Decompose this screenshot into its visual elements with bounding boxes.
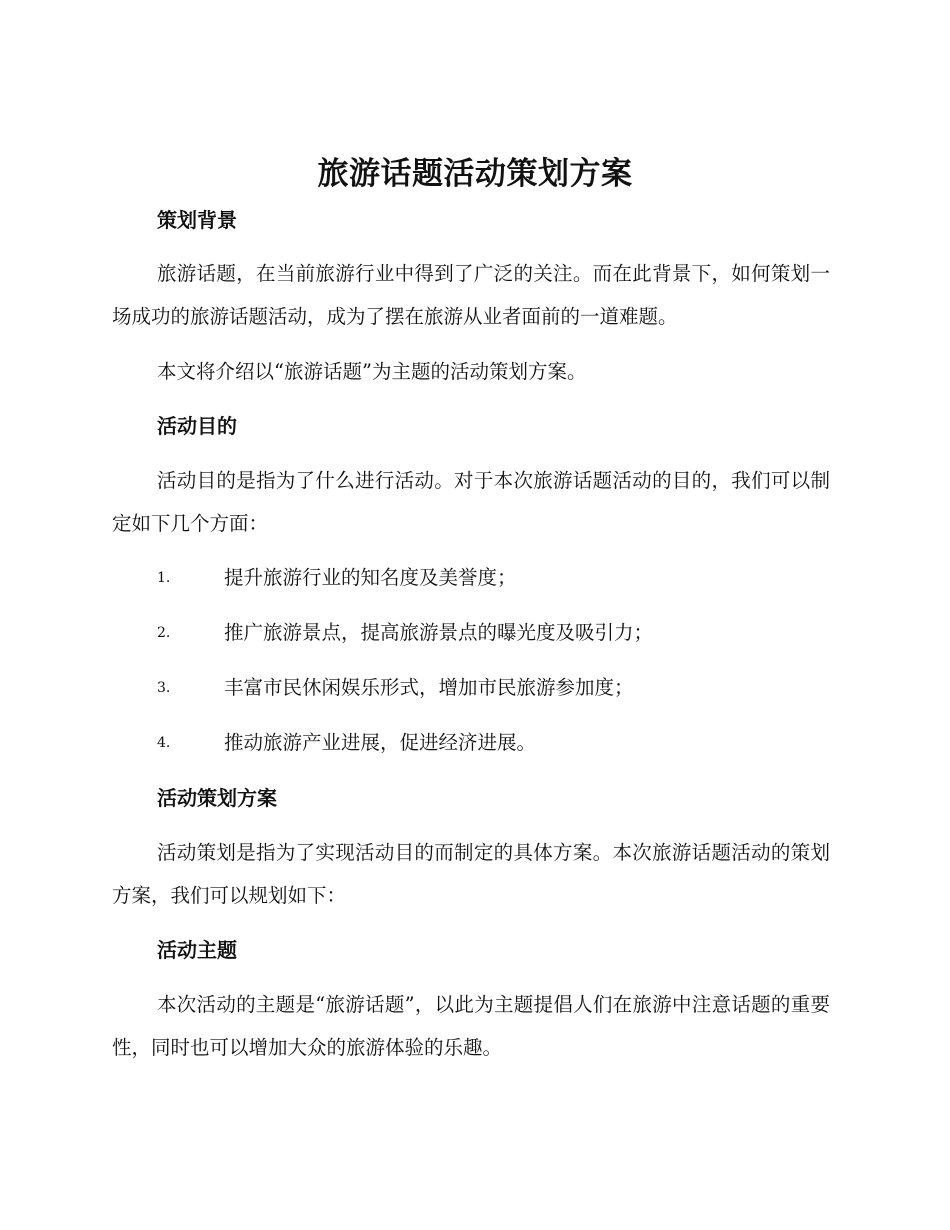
document-title: 旅游话题活动策划方案 — [317, 156, 633, 192]
section-heading-background: 策划背景 — [157, 208, 237, 232]
list-item-number: 4. — [157, 735, 171, 751]
section-heading-purpose: 活动目的 — [157, 414, 237, 438]
list-item-text: 推广旅游景点，提高旅游景点的曝光度及吸引力； — [224, 621, 654, 644]
paragraph-background-1: 旅游话题，在当前旅游行业中得到了广泛的关注。而在此背景下，如何策划一场成功的旅游话题活动，成为了摆在旅游从业者面前的一道难题。 — [112, 262, 830, 328]
paragraph-background-2: 本文将介绍以“旅游话题”为主题的活动策划方案。 — [157, 360, 587, 383]
paragraph-purpose: 活动目的是指为了什么进行活动。对于本次旅游话题活动的目的，我们可以制定如下几个方面： — [112, 469, 830, 535]
list-item-number: 2. — [157, 625, 171, 641]
list-item-text: 推动旅游产业进展，促进经济进展。 — [224, 731, 537, 754]
list-item-number: 1. — [157, 570, 171, 586]
paragraph-plan: 活动策划是指为了实现活动目的而制定的具体方案。本次旅游话题活动的策划方案，我们可以规划如下： — [112, 841, 830, 907]
list-item-text: 丰富市民休闲娱乐形式，增加市民旅游参加度； — [224, 676, 634, 699]
section-heading-theme: 活动主题 — [157, 938, 237, 962]
list-item-text: 提升旅游行业的知名度及美誉度； — [224, 566, 517, 589]
section-heading-plan: 活动策划方案 — [157, 786, 277, 810]
paragraph-theme: 本次活动的主题是“旅游话题”，以此为主题提倡人们在旅游中注意话题的重要性，同时也可以增加大众的旅游体验的乐趣。 — [112, 993, 830, 1059]
list-item-number: 3. — [157, 680, 171, 696]
